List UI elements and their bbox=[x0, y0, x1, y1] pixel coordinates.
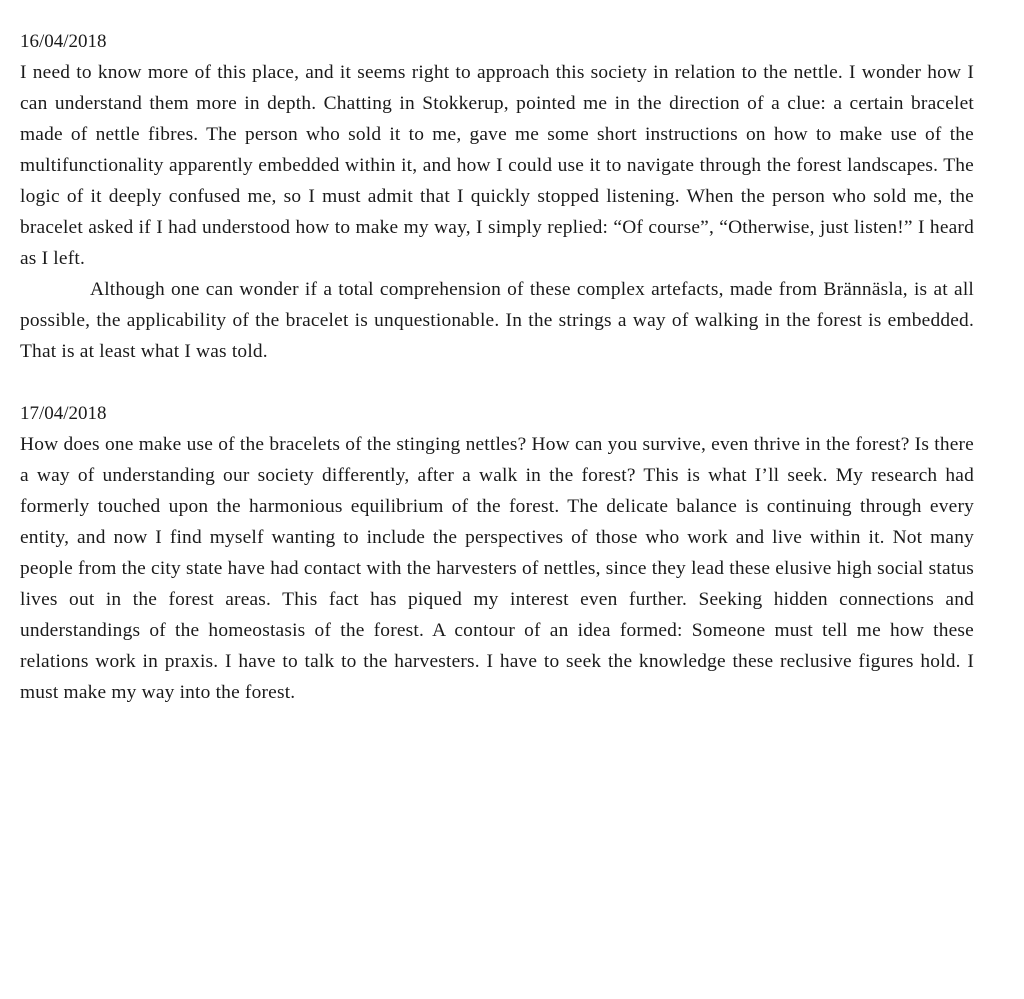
journal-page bbox=[20, 26, 974, 708]
entry-date: 16/04/2018 bbox=[20, 31, 107, 52]
entry-date: 17/04/2018 bbox=[20, 403, 107, 424]
entry-paragraph: I need to know more of this place, and it seems right to approach this society in relation to the nettle. I wonder how I can understand them more in depth. Chatting in Stokkerup, pointed me in the direction of a clue: a certain bracelet made of nettle fibres. The person who sold it to me, gave me some short instructions on how to make use of the multifunctionality apparently embedded within it, and how I could use it to navigate through the forest landscapes. The logic of it deeply confused me, so I must admit that I quickly stopped listening. When the person who sold me, the bracelet asked if I had understood how to make my way, I simply replied: “Of course”, “Otherwise, just listen!” I heard as I left. bbox=[20, 62, 974, 269]
entry-paragraph: How does one make use of the bracelets of the stinging nettles? How can you survive, even thrive in the forest? Is there a way of understanding our society differently, after a walk in the forest? This is what I’ll seek. My research had formerly touched upon the harmonious equilibrium of the forest. The delicate balance is continuing through every entity, and now I find myself wanting to include the perspectives of those who work and live within it. Not many people from the city state have had contact with the harvesters of nettles, since they lead these elusive high social status lives out in the forest areas. This fact has piqued my interest even further. Seeking hidden connections and understandings of the homeostasis of the forest. A contour of an idea formed: Someone must tell me how these relations work in praxis. I have to talk to the harvesters. I have to seek the knowledge these reclusive figures hold. I must make my way into the forest. bbox=[20, 434, 974, 703]
journal-entry-2 bbox=[20, 398, 974, 708]
entry-paragraph: Although one can wonder if a total comprehension of these complex artefacts, made from Brännäsla, is at all possible, the applicability of the bracelet is unquestionable. In the strings a way of walking in the forest is embedded. That is at least what I was told. bbox=[20, 279, 974, 362]
journal-entry-1 bbox=[20, 26, 974, 367]
